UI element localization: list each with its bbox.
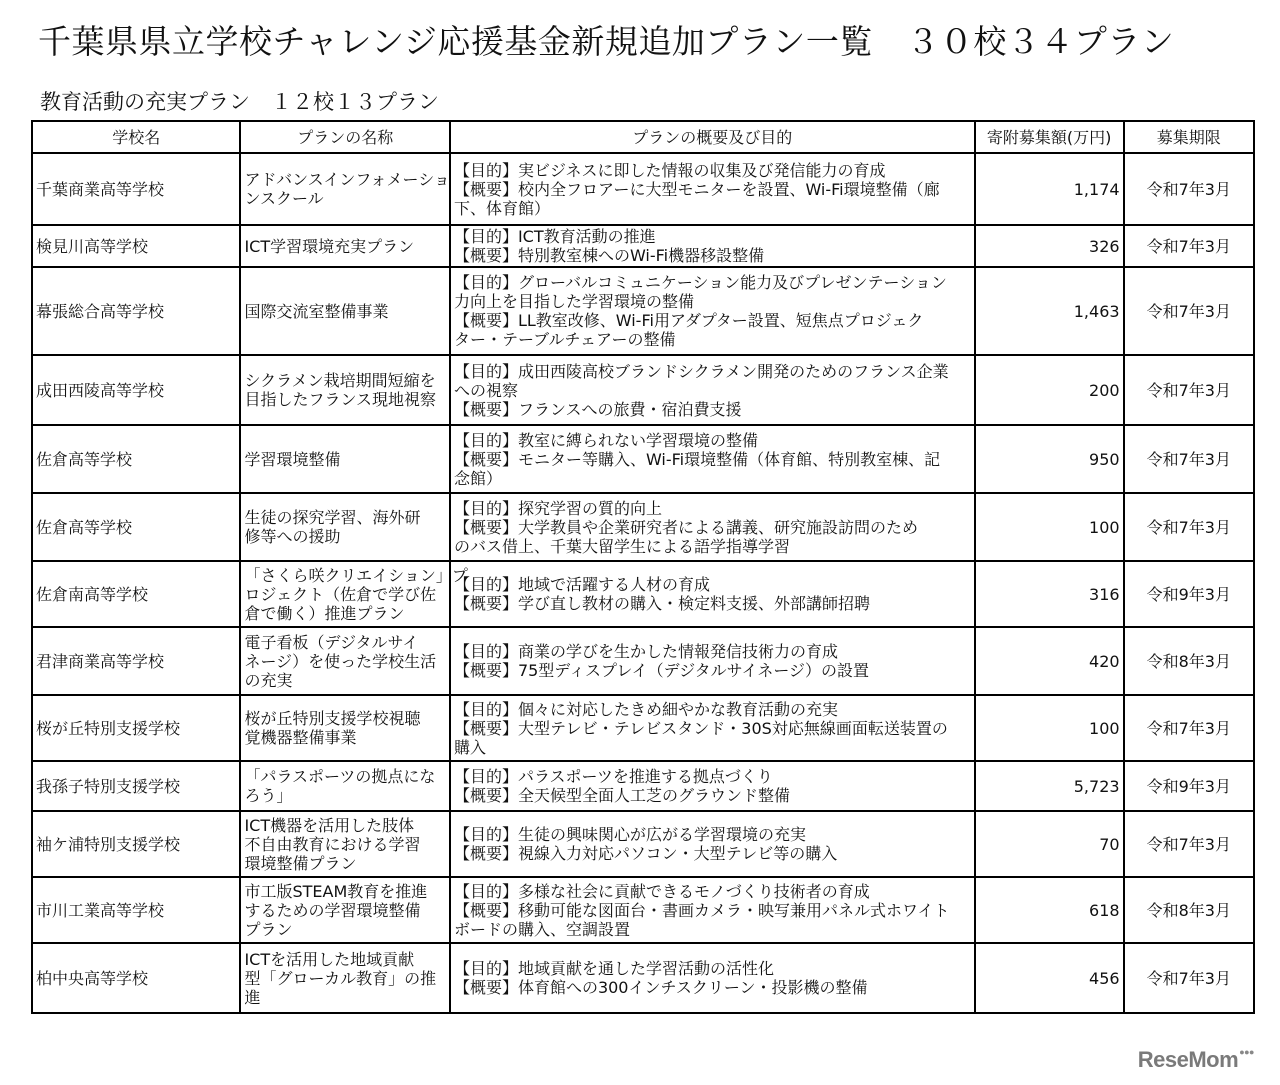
- deadline-value: 令和7年3月: [1146, 968, 1231, 988]
- summary-line: 【目的】成田西陵高校ブランドシクラメン開発のためのフランス企業: [453, 361, 949, 381]
- plan-name-line: 電子看板（デジタルサイ: [244, 632, 419, 652]
- summary-line: 【概要】75型ディスプレイ（デジタルサイネージ）の設置: [453, 661, 870, 680]
- summary-line: 【概要】特別教室棟へのWi-Fi機器移設整備: [453, 246, 765, 265]
- school-name: 佐倉高等学校: [36, 517, 133, 537]
- plan-name-line: プラン: [244, 919, 293, 939]
- header-deadline: 募集期限: [1124, 121, 1254, 153]
- deadline-value: 令和9年3月: [1146, 776, 1231, 796]
- plans-table: [31, 120, 1255, 1014]
- table-row: [32, 877, 1254, 943]
- plan-name-line: アドバンスインフォメーショ: [244, 170, 450, 189]
- summary-line: 【概要】大学教員や企業研究者による講義、研究施設訪問のため: [453, 517, 918, 537]
- school-name: 市川工業高等学校: [36, 900, 165, 920]
- cell-plan-name: [240, 627, 449, 695]
- table-row: [32, 761, 1254, 811]
- cell-summary: [450, 493, 975, 561]
- amount-value: 456: [1089, 968, 1120, 988]
- cell-plan-name: [240, 153, 449, 225]
- plan-name-line: の充実: [244, 670, 293, 690]
- cell-summary: [450, 425, 975, 493]
- cell-plan-name: [240, 761, 449, 811]
- cell-school: [32, 943, 240, 1013]
- cell-amount: [975, 493, 1124, 561]
- table-body: [32, 153, 1254, 1013]
- cell-plan-name: [240, 943, 449, 1013]
- summary-line: 【概要】校内全フロアーに大型モニターを設置、Wi-Fi環境整備（廊: [453, 179, 940, 199]
- cell-amount: [975, 811, 1124, 877]
- header-plan-name: プランの名称: [240, 121, 449, 153]
- plan-name-line: 市工版STEAM教育を推進: [244, 881, 428, 901]
- table-header-row: [32, 121, 1254, 153]
- summary-line: 【目的】地域で活躍する人材の育成: [453, 575, 710, 594]
- summary-line: 【概要】フランスへの旅費・宿泊費支援: [453, 399, 742, 419]
- cell-amount: [975, 225, 1124, 267]
- cell-summary: [450, 225, 975, 267]
- cell-school: [32, 877, 240, 943]
- deadline-value: 令和7年3月: [1146, 449, 1231, 469]
- cell-school: [32, 355, 240, 425]
- cell-summary: [450, 811, 975, 877]
- amount-value: 1,174: [1073, 179, 1120, 199]
- cell-plan-name: [240, 425, 449, 493]
- plan-name-line: ICT機器を活用した肢体: [244, 815, 415, 835]
- amount-value: 420: [1089, 651, 1120, 671]
- summary-line: 【概要】大型テレビ・テレビスタンド・30S対応無線画面転送装置の: [453, 718, 948, 738]
- cell-amount: [975, 425, 1124, 493]
- plan-name-line: 国際交流室整備事業: [244, 301, 389, 321]
- plan-name-line: ICT学習環境充実プラン: [244, 236, 415, 256]
- cell-school: [32, 425, 240, 493]
- cell-amount: [975, 695, 1124, 761]
- summary-line: 【概要】LL教室改修、Wi-Fi用アダプター設置、短焦点プロジェク: [453, 311, 924, 330]
- cell-summary: [450, 943, 975, 1013]
- cell-deadline: [1124, 425, 1254, 493]
- school-name: 袖ケ浦特別支援学校: [36, 834, 181, 854]
- summary-line: 【概要】移動可能な図面台・書画カメラ・映写兼用パネル式ホワイト: [453, 900, 950, 920]
- cell-plan-name: [240, 355, 449, 425]
- table-row: [32, 943, 1254, 1013]
- cell-plan-name: [240, 267, 449, 355]
- deadline-value: 令和8年3月: [1146, 900, 1231, 920]
- cell-school: [32, 225, 240, 267]
- school-name: 検見川高等学校: [36, 236, 149, 256]
- summary-line: 【概要】体育館への300インチスクリーン・投影機の整備: [453, 978, 868, 997]
- summary-line: 【概要】視線入力対応パソコン・大型テレビ等の購入: [453, 844, 838, 863]
- cell-summary: [450, 561, 975, 627]
- cell-deadline: [1124, 943, 1254, 1013]
- cell-deadline: [1124, 877, 1254, 943]
- plan-name-line: 倉で働く）推進プラン: [244, 603, 405, 623]
- summary-line: 【目的】多様な社会に貢献できるモノづくり技術者の育成: [453, 881, 870, 901]
- plan-name-line: 「パラスポーツの拠点にな: [244, 767, 436, 786]
- cell-amount: [975, 355, 1124, 425]
- summary-line: 【目的】探究学習の質的向上: [453, 498, 662, 518]
- header-school: 学校名: [32, 121, 240, 153]
- summary-line: 力向上を目指した学習環境の整備: [453, 292, 694, 311]
- deadline-value: 令和7年3月: [1146, 380, 1231, 400]
- summary-line: 【目的】実ビジネスに即した情報の収集及び発信能力の育成: [453, 160, 886, 180]
- cell-school: [32, 493, 240, 561]
- table-row: [32, 425, 1254, 493]
- cell-deadline: [1124, 695, 1254, 761]
- cell-summary: [450, 153, 975, 225]
- cell-deadline: [1124, 493, 1254, 561]
- amount-value: 100: [1089, 517, 1120, 537]
- cell-plan-name: [240, 493, 449, 561]
- school-name: 千葉商業高等学校: [36, 179, 165, 199]
- amount-value: 1,463: [1073, 301, 1120, 321]
- school-name: 君津商業高等学校: [36, 651, 165, 671]
- amount-value: 618: [1089, 900, 1120, 920]
- cell-deadline: [1124, 761, 1254, 811]
- cell-plan-name: [240, 225, 449, 267]
- cell-summary: [450, 761, 975, 811]
- plan-name-line: シクラメン栽培期間短縮を: [244, 371, 436, 390]
- summary-line: 【目的】地域貢献を通した学習活動の活性化: [453, 959, 774, 978]
- summary-line: 【目的】ICT教育活動の推進: [453, 227, 656, 246]
- cell-deadline: [1124, 225, 1254, 267]
- deadline-value: 令和7年3月: [1146, 236, 1231, 256]
- summary-line: への視察: [453, 380, 518, 400]
- plan-name-line: 桜が丘特別支援学校視聴: [244, 709, 421, 728]
- cell-amount: [975, 153, 1124, 225]
- header-amount: 寄附募集額(万円): [975, 121, 1124, 153]
- cell-summary: [450, 877, 975, 943]
- amount-value: 326: [1089, 236, 1120, 256]
- school-name: 我孫子特別支援学校: [36, 776, 181, 796]
- cell-school: [32, 561, 240, 627]
- summary-line: ボードの購入、空調設置: [453, 919, 630, 939]
- plan-name-line: 環境整備プラン: [244, 853, 357, 873]
- summary-line: ター・テーブルチェアーの整備: [453, 330, 676, 349]
- cell-plan-name: [240, 877, 449, 943]
- school-name: 柏中央高等学校: [36, 968, 149, 988]
- deadline-value: 令和7年3月: [1146, 179, 1231, 199]
- summary-line: 【目的】生徒の興味関心が広がる学習環境の充実: [453, 825, 806, 844]
- amount-value: 70: [1099, 834, 1120, 854]
- summary-line: 【目的】商業の学びを生かした情報発信技術力の育成: [453, 642, 838, 661]
- table-row: [32, 811, 1254, 877]
- watermark-logo: ReseMom●●●: [1137, 1047, 1254, 1072]
- plan-name-line: 型「グローカル教育」の推: [244, 968, 437, 988]
- cell-deadline: [1124, 811, 1254, 877]
- cell-summary: [450, 695, 975, 761]
- plan-name-line: 生徒の探究学習、海外研: [244, 508, 421, 527]
- plan-name-line: ろう」: [244, 786, 293, 805]
- deadline-value: 令和9年3月: [1146, 584, 1231, 604]
- table-row: [32, 267, 1254, 355]
- table-row: [32, 355, 1254, 425]
- section-subtitle: 教育活動の充実プラン １２校１３プラン: [40, 90, 439, 114]
- summary-line: 【目的】グローバルコミュニケーション能力及びプレゼンテーション: [453, 273, 947, 292]
- page-title: 千葉県県立学校チャレンジ応援基金新規追加プラン一覧 ３０校３４プラン: [38, 22, 1175, 61]
- plan-name-line: 「さくら咲クリエイション」プ: [244, 565, 468, 585]
- summary-line: のバス借上、千葉大留学生による語学指導学習: [453, 536, 790, 556]
- summary-line: 念館）: [453, 468, 502, 488]
- plan-name-line: ンスクール: [244, 189, 324, 208]
- cell-amount: [975, 627, 1124, 695]
- summary-line: 下、体育館）: [453, 198, 550, 218]
- summary-line: 【概要】モニター等購入、Wi-Fi環境整備（体育館、特別教室棟、記: [453, 449, 941, 469]
- cell-deadline: [1124, 267, 1254, 355]
- header-summary: プランの概要及び目的: [450, 121, 975, 153]
- plan-name-line: ネージ）を使った学校生活: [244, 651, 437, 671]
- school-name: 桜が丘特別支援学校: [36, 718, 181, 738]
- cell-school: [32, 811, 240, 877]
- cell-plan-name: [240, 561, 468, 627]
- cell-plan-name: [240, 811, 449, 877]
- table-row: [32, 153, 1254, 225]
- school-name: 佐倉高等学校: [36, 449, 133, 469]
- cell-amount: [975, 761, 1124, 811]
- table-row: [32, 225, 1254, 267]
- cell-amount: [975, 943, 1124, 1013]
- plan-name-line: 不自由教育における学習: [244, 834, 421, 854]
- table-row: [32, 493, 1254, 561]
- cell-summary: [450, 267, 975, 355]
- deadline-value: 令和7年3月: [1146, 301, 1231, 321]
- cell-school: [32, 695, 240, 761]
- cell-deadline: [1124, 153, 1254, 225]
- cell-deadline: [1124, 561, 1254, 627]
- amount-value: 5,723: [1073, 776, 1120, 796]
- plan-name-line: 目指したフランス現地視察: [244, 390, 436, 409]
- cell-amount: [975, 877, 1124, 943]
- deadline-value: 令和7年3月: [1146, 517, 1231, 537]
- cell-school: [32, 627, 240, 695]
- cell-school: [32, 153, 240, 225]
- plan-name-line: するための学習環境整備: [244, 900, 421, 920]
- plan-name-line: 学習環境整備: [244, 449, 341, 469]
- table-row: [32, 627, 1254, 695]
- cell-deadline: [1124, 627, 1254, 695]
- summary-line: 【目的】パラスポーツを推進する拠点づくり: [453, 767, 773, 786]
- deadline-value: 令和8年3月: [1146, 651, 1231, 671]
- cell-plan-name: [240, 695, 449, 761]
- plan-name-line: ICTを活用した地域貢献: [244, 949, 415, 969]
- deadline-value: 令和7年3月: [1146, 718, 1231, 738]
- school-name: 幕張総合高等学校: [36, 301, 165, 321]
- deadline-value: 令和7年3月: [1146, 834, 1231, 854]
- cell-summary: [450, 627, 975, 695]
- school-name: 佐倉南高等学校: [36, 584, 149, 604]
- summary-line: 【目的】教室に縛られない学習環境の整備: [453, 430, 758, 450]
- summary-line: 【目的】個々に対応したきめ細やかな教育活動の充実: [453, 699, 838, 719]
- cell-summary: [450, 355, 975, 425]
- cell-school: [32, 267, 240, 355]
- cell-deadline: [1124, 355, 1254, 425]
- table-row: [32, 561, 1254, 627]
- amount-value: 950: [1089, 449, 1120, 469]
- summary-line: 【概要】学び直し教材の購入・検定料支援、外部講師招聘: [453, 594, 870, 613]
- school-name: 成田西陵高等学校: [36, 380, 165, 400]
- summary-line: 購入: [453, 737, 486, 757]
- amount-value: 100: [1089, 718, 1120, 738]
- summary-line: 【概要】全天候型全面人工芝のグラウンド整備: [453, 786, 790, 805]
- plan-name-line: ロジェクト（佐倉で学び佐: [244, 584, 437, 604]
- plan-name-line: 進: [244, 987, 261, 1007]
- plan-name-line: 覚機器整備事業: [244, 728, 357, 747]
- table-row: [32, 695, 1254, 761]
- cell-amount: [975, 267, 1124, 355]
- plan-name-line: 修等への援助: [244, 527, 341, 546]
- amount-value: 316: [1089, 584, 1120, 604]
- amount-value: 200: [1089, 380, 1120, 400]
- cell-amount: [975, 561, 1124, 627]
- cell-school: [32, 761, 240, 811]
